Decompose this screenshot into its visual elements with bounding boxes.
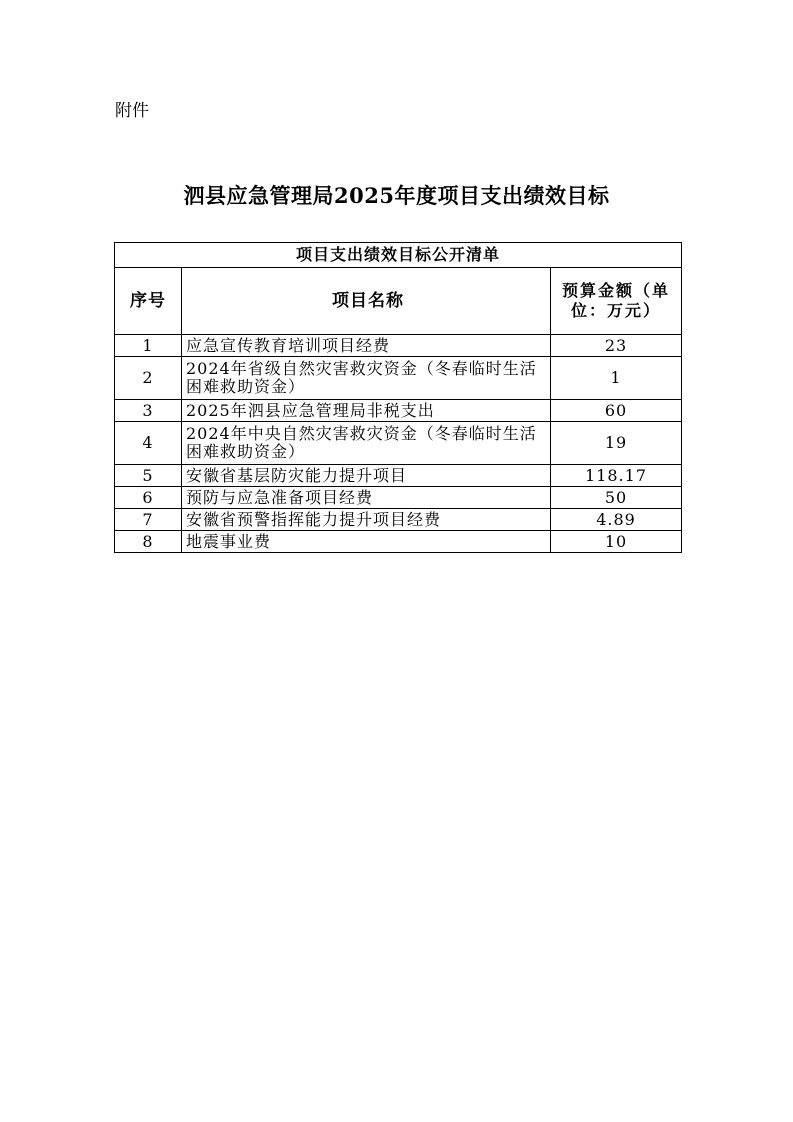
- row-no: 8: [115, 531, 182, 553]
- row-no: 1: [115, 335, 182, 357]
- row-name: 2025年泗县应急管理局非税支出: [182, 400, 551, 422]
- row-name: 地震事业费: [182, 531, 551, 553]
- table-row: [115, 531, 682, 553]
- table-row: [115, 335, 682, 357]
- header-budget: 预算金额（单位：万元）: [551, 268, 682, 335]
- table-header-row: [115, 268, 682, 335]
- table-row: [115, 465, 682, 487]
- row-name: 安徽省基层防灾能力提升项目: [182, 465, 551, 487]
- row-name: 预防与应急准备项目经费: [182, 487, 551, 509]
- row-no: 5: [115, 465, 182, 487]
- header-name: 项目名称: [182, 268, 551, 335]
- row-budget: 118.17: [551, 465, 682, 487]
- row-name: 安徽省预警指挥能力提升项目经费: [182, 509, 551, 531]
- table-row: [115, 357, 682, 400]
- table-caption: 项目支出绩效目标公开清单: [115, 243, 682, 268]
- header-no: 序号: [115, 268, 182, 335]
- row-budget: 10: [551, 531, 682, 553]
- document-title: 泗县应急管理局2025年度项目支出绩效目标: [183, 183, 610, 208]
- table-row: [115, 509, 682, 531]
- row-no: 6: [115, 487, 182, 509]
- attachment-label: 附件: [115, 101, 149, 121]
- row-no: 4: [115, 422, 182, 465]
- table-row: [115, 422, 682, 465]
- row-budget: 4.89: [551, 509, 682, 531]
- row-budget: 60: [551, 400, 682, 422]
- row-no: 3: [115, 400, 182, 422]
- performance-target-table: [114, 242, 682, 553]
- row-budget: 1: [551, 357, 682, 400]
- table-caption-row: [115, 243, 682, 268]
- row-name: 2024年省级自然灾害救灾资金（冬春临时生活困难救助资金）: [182, 357, 551, 400]
- row-budget: 19: [551, 422, 682, 465]
- row-no: 2: [115, 357, 182, 400]
- row-name: 应急宣传教育培训项目经费: [182, 335, 551, 357]
- table-row: [115, 400, 682, 422]
- row-name: 2024年中央自然灾害救灾资金（冬春临时生活困难救助资金）: [182, 422, 551, 465]
- table-row: [115, 487, 682, 509]
- row-budget: 50: [551, 487, 682, 509]
- row-budget: 23: [551, 335, 682, 357]
- row-no: 7: [115, 509, 182, 531]
